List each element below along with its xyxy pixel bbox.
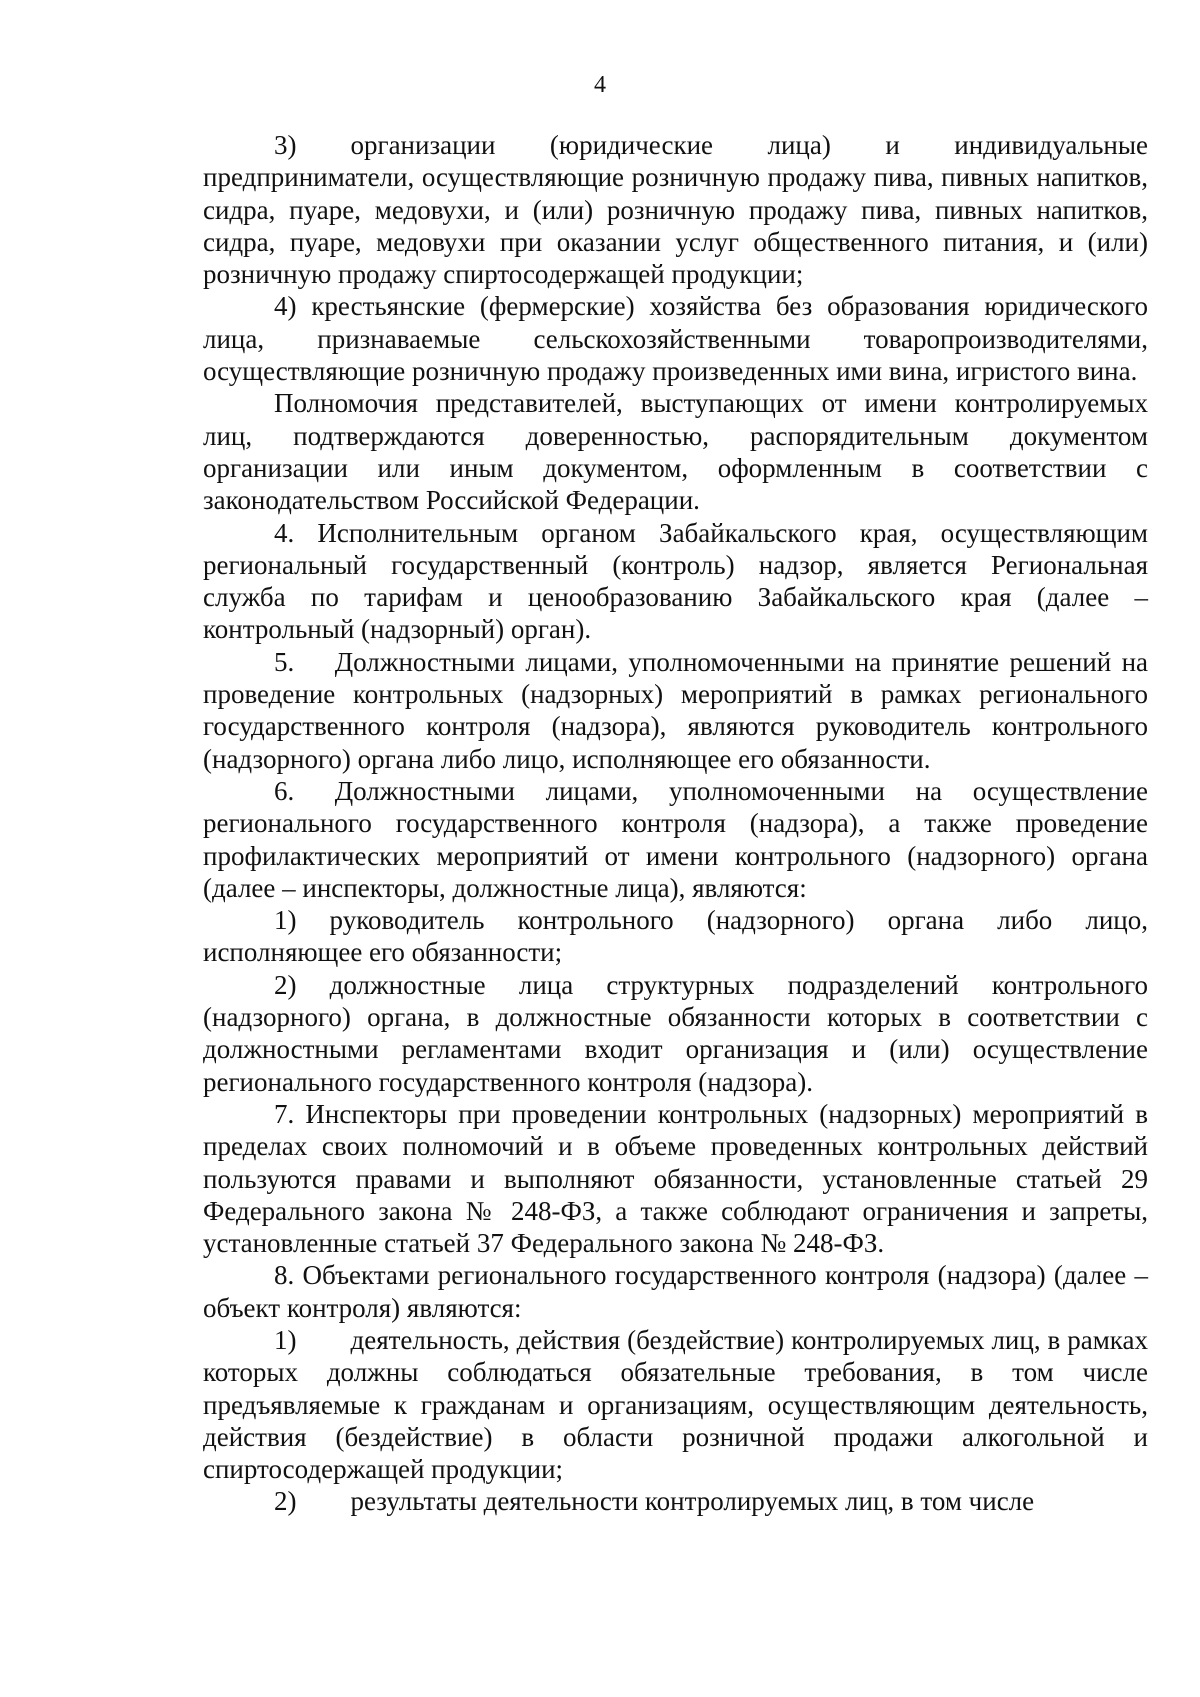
document-body — [203, 129, 1148, 1518]
paragraph-clause-5: 5. Должностными лицами, уполномоченными на принятие решений на проведение контрольных (надзорных) мероприятий в рамках регионального государственного контроля (надзора), являются руководитель контрольного (надзорного) органа либо лицо, исполняющее его обязанности. — [203, 646, 1148, 774]
paragraph-item-3-organizations: 3) организации (юридические лица) и индивидуальные предприниматели, осуществляющие розничную продажу пива, пивных напитков, сидра, пуаре, медовухи, и (или) розничную продажу пива, пивных напитков, сидра, пуаре, медовухи при оказании услуг общественного питания, и (или) розничную продажу спиртосодержащей продукции; — [203, 130, 1148, 290]
page-number: 4 — [594, 72, 606, 98]
paragraph-clause-8-item-1: 1) деятельность, действия (бездействие) контролируемых лиц, в рамках которых должны соблюдаться обязательные требования, в том числе предъявляемые к гражданам и организациям, осуществляющим деятельность, действия (бездействие) в области розничной продажи алкогольной и спиртосодержащей продукции; — [203, 1324, 1148, 1485]
paragraph-clause-8: 8. Объектами регионального государственного контроля (надзора) (далее – объект контроля) являются: — [203, 1260, 1148, 1323]
paragraph-clause-6: 6. Должностными лицами, уполномоченными на осуществление регионального государственного контроля (надзора), а также проведение профилактических мероприятий от имени контрольного (надзорного) органа (далее – инспекторы, должностные лица), являются: — [203, 775, 1148, 903]
paragraph-item-4-farms: 4) крестьянские (фермерские) хозяйства без образования юридического лица, признаваемые сельскохозяйственными товаропроизводителями, осуществляющие розничную продажу произведенных ими вина, игристого вина. — [203, 291, 1148, 387]
paragraph-clause-7: 7. Инспекторы при проведении контрольных (надзорных) мероприятий в пределах своих полномочий и в объеме проведенных контрольных действий пользуются правами и выполняют обязанности, установленные статьей 29 Федерального закона № 248-ФЗ, а также соблюдают ограничения и запреты, установленные статьей 37 Федерального закона № 248-ФЗ. — [203, 1098, 1148, 1259]
paragraph-clause-8-item-2: 2) результаты деятельности контролируемых лиц, в том числе — [274, 1486, 1035, 1517]
paragraph-clause-6-item-1: 1) руководитель контрольного (надзорного) органа либо лицо, исполняющее его обязанности; — [203, 905, 1148, 968]
paragraph-clause-4: 4. Исполнительным органом Забайкальского края, осуществляющим региональный государственный (контроль) надзор, является Региональная служба по тарифам и ценообразованию Забайкальского края (далее – контрольный (надзорный) орган). — [203, 517, 1148, 645]
paragraph-representatives-authority: Полномочия представителей, выступающих от имени контролируемых лиц, подтверждаются доверенностью, распорядительным документом организации или иным документом, оформленным в соответствии с законодательством Российской Федерации. — [203, 388, 1148, 516]
paragraph-clause-6-item-2: 2) должностные лица структурных подразделений контрольного (надзорного) органа, в должностные обязанности которых в соответствии с должностными регламентами входит организация и (или) осуществление регионального государственного контроля (надзора). — [203, 969, 1148, 1097]
